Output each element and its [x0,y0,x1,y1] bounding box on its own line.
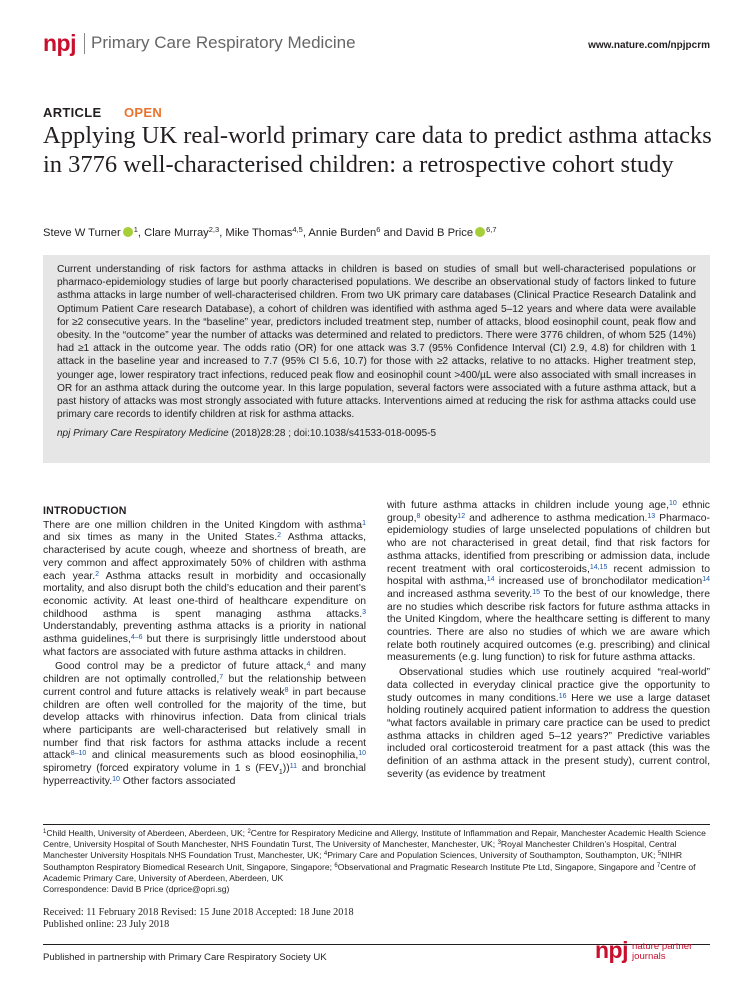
published-online-date: Published online: 23 July 2018 [43,919,170,931]
reference-superscript[interactable]: 8–10 [70,750,87,758]
reference-superscript[interactable]: 15 [532,588,540,596]
journal-url-link[interactable]: www.nature.com/npjpcrm [588,40,710,51]
reference-superscript[interactable]: 7 [656,862,661,869]
citation-journal: npj Primary Care Respiratory Medicine [57,428,229,440]
orcid-icon[interactable] [123,227,133,237]
reference-superscript[interactable]: 11 [289,763,297,771]
reference-superscript[interactable]: 16 [558,692,567,700]
author-name[interactable]: Steve W Turner [43,227,121,239]
reference-superscript[interactable]: 12 [457,512,466,520]
reference-superscript[interactable]: 1 [43,829,47,835]
partnership-note: Published in partnership with Primary Care Respiratory Society UK [43,952,327,963]
publication-dates [43,907,354,932]
author-name[interactable]: Clare Murray [144,227,209,239]
reference-superscript[interactable]: 13 [647,512,656,520]
right-paragraph-1: with future asthma attacks in children include young age,$^{10}$ ethnic group,$^8$ obesity$^{12}$ and adherence to asthma medication.$^{13}$ Pharmaco-epidemiology studies of large unselected populations of children but who are not characterised in great detail, find that risk factors for asthma attacks, identified from prescribing or admission data, include recent treatment with oral corticosteroids,$^{14,15}$ recent admission to hospital with asthma,$^{14}$ increased use of bronchodilator medication$^{14}$ and increased asthma severity.$^{15}$ To the best of our knowledge, there are no studies which describe risk factors for future asthma attacks in the United Kingdom, where the healthcare setting is different to many countries. There are also no studies of which we are aware which relate both routinely acquired outcomes (e.g. prescribing) and clinical measurements (e.g. lung function) to risk for future asthma attacks. [387,500,710,664]
reference-superscript[interactable]: 8 [284,686,289,694]
reference-superscript[interactable]: 3 [362,608,366,616]
author-affiliation-number: 4,5 [292,225,303,234]
author-affiliation-number: 6 [376,225,381,234]
reference-superscript[interactable]: 10 [668,500,677,507]
author-name[interactable]: David B Price [405,227,474,239]
reference-superscript[interactable]: 2 [95,570,100,578]
section-heading-introduction: INTRODUCTION [43,505,127,517]
partner-line-2: journals [632,951,666,962]
affiliations-block [43,828,710,895]
subscript: 1 [278,769,283,777]
reference-superscript[interactable]: 2 [277,532,282,540]
reference-superscript[interactable]: 10 [112,775,120,783]
intro-paragraph-2: Good control may be a predictor of future attack,$^4$ and many children are not optimally controlled,$^7$ but the relationship between current control and future attacks is relatively weak$^8$ in part because children are often well controlled for the majority of the time, but develop attacks with rhinovirus infection. Data from clinical trials where participants are well-characterised but relatively small in number find that risk factors for asthma attacks include a recent attack$^{8-10}$ and clinical measurements such as blood eosinophilia,$^{10}$ spirometry (forced expiratory volume in 1 s $(FEV_1))^{11}$ and bronchial hyperreactivity.$^{10}$ Other factors associated [43,661,367,787]
article-title: Applying UK real-world primary care data to predict asthma attacks in 3776 well-characterised children: a retrospective cohort study [43,122,712,178]
npj-logo[interactable]: npj [43,30,76,56]
citation-line [57,428,696,439]
journal-header [43,30,710,58]
reference-superscript[interactable]: 7 [219,674,224,682]
reference-superscript[interactable]: 4 [306,661,311,669]
reference-superscript[interactable]: 4 [323,851,328,858]
reference-superscript[interactable]: 14 [702,576,710,584]
author-affiliation-number: 6,7 [486,225,497,234]
reference-superscript[interactable]: 3 [497,840,501,847]
intro-paragraph-1: There are one million children in the United Kingdom with asthma$^1$ and six times as many in the United States.$^2$ Asthma attacks, characterised by acute cough, wheeze and shortness of breath, are very common and affect approximately 50% of children with asthma each year.$^2$ Asthma attacks result in morbidity and occasionally mortality, and also disrupt both the child’s education and their parent’s economic activity. At least one-third of healthcare expenditure on childhood asthma is spent managing asthma attacks.$^3$ Understandably, preventing asthma attacks is a priority in national asthma guidelines,$^{4-6}$ but there is surprisingly little understood about what factors are associated with future asthma attacks in children. [43,519,366,658]
left-column [43,505,366,788]
header-divider [84,33,85,54]
affiliations-text: $^1$Child Health, University of Aberdeen, Aberdeen, UK; $^2$Centre for Respiratory Medicine and Allergy, Institute of Inflammation and Repair, Manchester Academic Health Science Centre, University Hospital of South Manchester, NHS Foundatin Turst, The University of Manchester, Manchester, UK; $^3$Royal Manchester Children’s Hospital, Central Manchester University Hospitals NHS Foundation Trust, Manchester, UK; $^4$Primary Care and Population Sciences, University of Southampton, Southampton, UK; $^5$NIHR Southampton Respiratory Biomedical Research Unit, Singapore, Singapore; $^6$Observational and Pragmatic Research Institute Pte Ltd, Singapore, Singapore and $^7$Centre of Academic Primary Care, University of Aberdeen, Aberdeen, UK [43,828,706,883]
abstract-box [43,255,710,463]
orcid-icon[interactable] [475,227,485,237]
received-dates: Received: 11 February 2018 Revised: 15 June 2018 Accepted: 18 June 2018 [43,907,354,918]
footer-npj-logo: npj [595,937,628,963]
reference-superscript[interactable]: 8 [416,512,421,520]
journal-name[interactable]: Primary Care Respiratory Medicine [91,33,356,52]
reference-superscript[interactable]: 4–6 [130,634,143,642]
reference-superscript[interactable]: 2 [247,829,251,835]
author-list: Steve W Turner $^1$, Clare Murray$^{2,3}$, Mike Thomas$^{4,5}$, Annie Burden$^6$ and David B Price $^{6,7}$ [43,225,497,239]
reference-superscript[interactable]: 1 [362,519,366,527]
right-column [387,500,710,781]
footer-partner-text [632,942,692,962]
nature-partner-journals-logo[interactable] [595,937,715,969]
right-paragraph-2: Observational studies which use routinely acquired “real-world” data collected in everyday clinical practice give the opportunity to study outcomes in many conditions.$^{16}$ Here we use a large dataset holding routinely acquired patient information to address the question “what factors available in primary care practice can be used to predict asthma attacks in children aged 5–12 years?” Predictive variables included oral corticosteroid treatment for a past attack (this was the definition of an asthma attack in the present study), current control, severity (as evidence by treatment [387,667,710,780]
affiliations-rule [43,824,710,825]
citation-doi[interactable]: (2018)28:28 ; doi:10.1038/s41533-018-0095-5 [228,428,437,440]
reference-superscript[interactable]: 5 [657,851,662,858]
reference-superscript[interactable]: 14 [486,576,495,584]
author-name[interactable]: Annie Burden [308,227,377,239]
abstract-text: Current understanding of risk factors for asthma attacks in children is based on studies of small but well-characterised populations or pharmaco-epidemiology studies of large but poorly characterised populations. We describe an observational study of factors linked to future asthma attacks in large number of well-characterised children. From two UK primary care databases (Clinical Practice Research Datalink and Optimum Patient Care research Database), a cohort of children was identified with asthma aged 5–12 years and where data were available for ≥2 consecutive years. In the “baseline” year, predictors included treatment step, number of attacks, blood eosinophil count, peak flow and obesity. In the “outcome” year the number of attacks was determined and related to predictors. There were 3776 children, of whom 525 (14%) had ≥1 attack in the outcome year. The odds ratio (OR) for one attack was 3.7 (95% Confidence Interval (CI) 2.9, 4.8) for children with 1 attack in the baseline year and increased to 7.7 (95% CI 5.6, 10.7) for those with ≥2 attacks, relative to no attacks. Higher treatment step, younger age, lower respiratory tract infections, reduced peak flow and eosinophil count >400/µL were also associated with small increases in OR for an asthma attack during the outcome year. In this large population, several factors were associated with a future asthma attack, but a past history of attacks was most strongly associated with future attacks. Interventions aimed at reducing the risk for asthma attacks could use primary care records to identify children at risk for asthma attacks. [57,264,696,421]
correspondence-line[interactable]: Correspondence: David B Price (dprice@opri.sg) [43,884,230,895]
article-type-label: ARTICLE [43,105,102,120]
reference-superscript[interactable]: 6 [334,862,338,869]
reference-superscript[interactable]: 14,15 [589,563,608,571]
author-affiliation-number: 1 [133,225,138,234]
partner-line-1: nature partner [632,941,693,952]
open-access-badge: OPEN [124,105,163,120]
reference-superscript[interactable]: 10 [358,750,366,758]
author-affiliation-number: 2,3 [208,225,220,234]
author-name[interactable]: Mike Thomas [225,227,293,239]
